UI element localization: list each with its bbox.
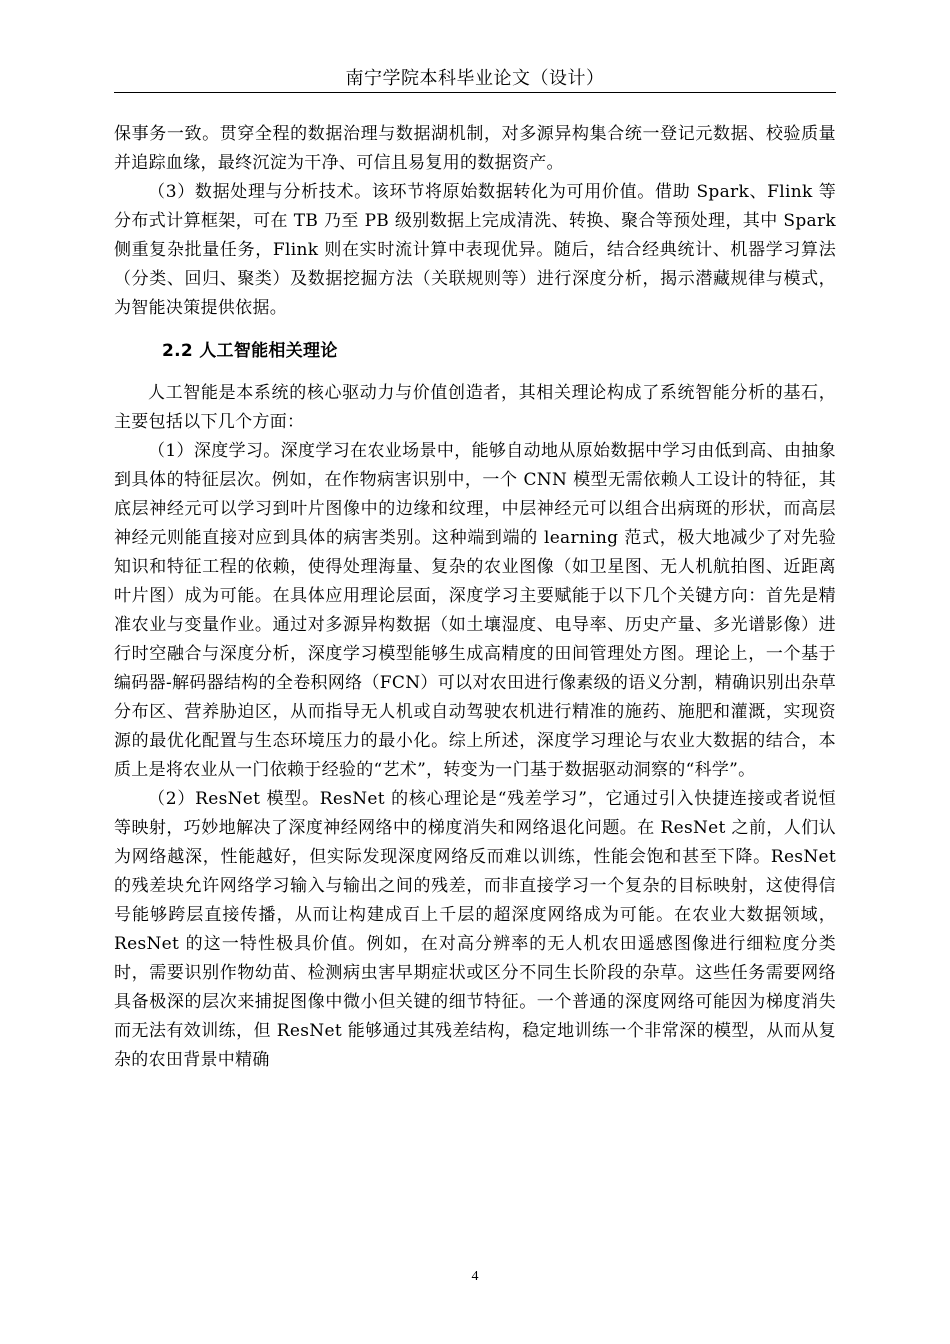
page-header-title: 南宁学院本科毕业论文（设计）	[345, 68, 605, 89]
paragraph-ai-intro: 人工智能是本系统的核心驱动力与价值创造者，其相关理论构成了系统智能分析的基石，主要包括以下几个方面：	[114, 383, 836, 432]
body-text	[114, 120, 836, 1075]
paragraph-resnet: （2）ResNet 模型。ResNet 的核心理论是“残差学习”，它通过引入快捷连接或者说恒等映射，巧妙地解决了深度神经网络中的梯度消失和网络退化问题。在 ResNet 之前，人们认为网络越深，性能越好，但实际发现深度网络反而难以训练，性能会饱和甚至下降。ResNet 的残差块允许网络学习输入与输出之间的残差，而非直接学习一个复杂的目标映射，这使得信号能够跨层直接传播，从而让构建成百上千层的超深度网络成为可能。在农业大数据领域，ResNet 的这一特性极具价值。例如，在对高分辨率的无人机农田遥感图像进行细粒度分类时，需要识别作物幼苗、检测病虫害早期症状或区分不同生长阶段的杂草。这些任务需要网络具备极深的层次来捕捉图像中微小但关键的细节特征。一个普通的深度网络可能因为梯度消失而无法有效训练，但 ResNet 能够通过其残差结构，稳定地训练一个非常深的模型，从而从复杂的农田背景中精确	[114, 789, 836, 1070]
header-divider	[114, 92, 836, 93]
paragraph-deep-learning: （1）深度学习。深度学习在农业场景中，能够自动地从原始数据中学习由低到高、由抽象到具体的特征层次。例如，在作物病害识别中，一个 CNN 模型无需依赖人工设计的特征，其底层神经元可以学习到叶片图像中的边缘和纹理，中层神经元可以组合出病斑的形状，而高层神经元则能直接对应到具体的病害类别。这种端到端的 learning 范式，极大地减少了对先验知识和特征工程的依赖，使得处理海量、复杂的农业图像（如卫星图、无人机航拍图、近距离叶片图）成为可能。在具体应用理论层面，深度学习主要赋能于以下几个关键方向：首先是精准农业与变量作业。通过对多源异构数据（如土壤湿度、电导率、历史产量、多光谱影像）进行时空融合与深度分析，深度学习模型能够生成高精度的田间管理处方图。理论上，一个基于编码器-解码器结构的全卷积网络（FCN）可以对农田进行像素级的语义分割，精确识别出杂草分布区、营养胁迫区，从而指导无人机或自动驾驶农机进行精准的施药、施肥和灌溉，实现资源的最优化配置与生态环境压力的最小化。综上所述，深度学习理论与农业大数据的结合，本质上是将农业从一门依赖于经验的“艺术”，转变为一门基于数据驱动洞察的“科学”。	[114, 441, 836, 780]
section-heading: 2.2 人工智能相关理论	[162, 341, 338, 361]
paragraph-continued: 保事务一致。贯穿全程的数据治理与数据湖机制，对多源异构集合统一登记元数据、校验质量并追踪血缘，最终沉淀为干净、可信且易复用的数据资产。	[114, 124, 836, 173]
paragraph-data-processing: （3）数据处理与分析技术。该环节将原始数据转化为可用价值。借助 Spark、Flink 等分布式计算框架，可在 TB 乃至 PB 级别数据上完成清洗、转换、聚合等预处理，其中 Spark 侧重复杂批量任务，Flink 则在实时流计算中表现优异。随后，结合经典统计、机器学习算法（分类、回归、聚类）及数据挖掘方法（关联规则等）进行深度分析，揭示潜藏规律与模式，为智能决策提供依据。	[114, 182, 836, 318]
page-number: 4	[471, 1269, 479, 1284]
